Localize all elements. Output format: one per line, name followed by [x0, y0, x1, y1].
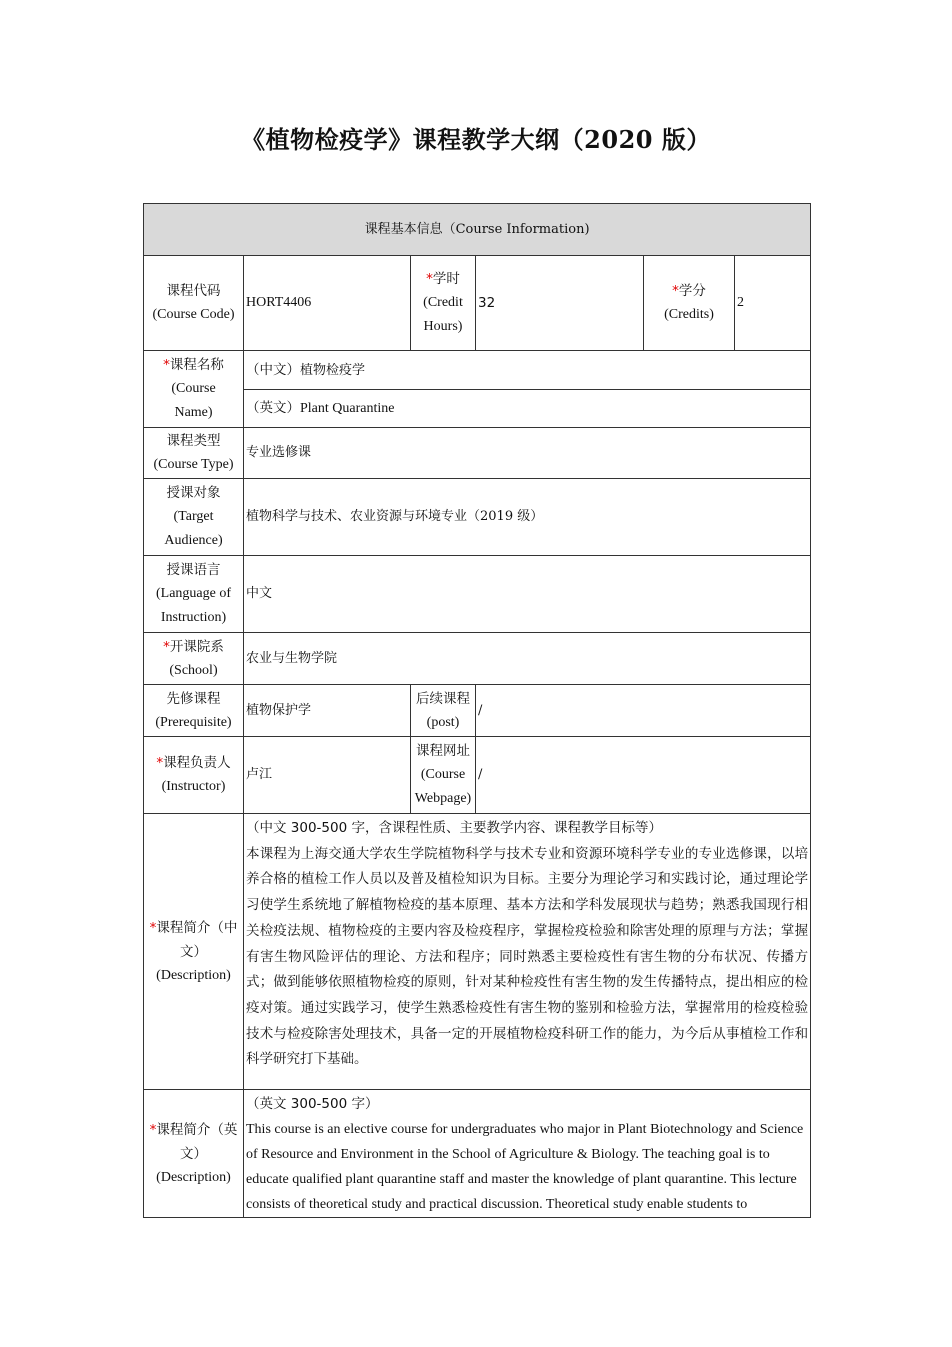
- document-title: 《植物检疫学》课程教学大纲（2020 版）: [241, 125, 711, 154]
- credits-value: 2: [735, 256, 811, 351]
- description-zh-cell: [244, 814, 811, 1090]
- course-type-label: 课程类型 (Course Type): [144, 428, 244, 479]
- school-label: *开课院系 (School): [144, 633, 244, 685]
- post-course-label: 后续课程 (post): [411, 685, 476, 737]
- target-audience-value: 植物科学与技术、农业资源与环境专业（2019 级）: [244, 479, 811, 556]
- course-webpage-value: /: [476, 737, 811, 814]
- course-type-value: 专业选修课: [244, 428, 811, 479]
- course-code-value: HORT4406: [244, 256, 411, 351]
- course-name-zh: （中文）植物检疫学: [244, 351, 811, 390]
- school-value: 农业与生物学院: [244, 633, 811, 685]
- instructor-label: *课程负责人 (Instructor): [144, 737, 244, 814]
- description-zh-label: *课程简介（中 文） (Description): [144, 814, 244, 1090]
- language-value: 中文: [244, 556, 811, 633]
- prerequisite-value: 植物保护学: [244, 685, 411, 737]
- prerequisite-label: 先修课程 (Prerequisite): [144, 685, 244, 737]
- description-en-text: This course is an elective course for undergraduates who major in Plant Biotechnology and Science of Resource and Environment in the School of Agriculture & Biology. The teaching goal is to educate qualified plant quarantine staff and master the knowledge of plant quarantine. This lecture consists of theoretical study and practical discussion. Theoretical study enable students to: [246, 1122, 804, 1212]
- language-label: 授课语言 (Language of Instruction): [144, 556, 244, 633]
- description-en-label: *课程简介（英 文） (Description): [144, 1090, 244, 1218]
- course-info-table: [143, 203, 811, 1218]
- description-zh-note: （中文 300-500 字，含课程性质、主要教学内容、课程教学目标等）: [246, 820, 662, 836]
- credit-hours-label: *学时 (Credit Hours): [411, 256, 476, 351]
- description-en-note: （英文 300-500 字）: [246, 1096, 379, 1112]
- description-zh-text: 本课程为上海交通大学农生学院植物科学与技术专业和资源环境科学专业的专业选修课，以培养合格的植检工作人员以及普及植检知识为目标。主要分为理论学习和实践讨论，通过理论学习使学生系统地了解植物检疫的基本原理、基本方法和学科发展现状与趋势；熟悉我国现行相关检疫法规、植物检疫的主要内容及检疫程序，掌握检疫检验和除害处理的原理与方法；掌握有害生物风险评估的理论、方法和程序；同时熟悉主要检疫性有害生物的分布状况、传播方式；做到能够依照植物检疫的原则，针对某种检疫性有害生物的发生传播特点，提出相应的检疫对策。通过实践学习，使学生熟悉检疫性有害生物的鉴别和检验方法，掌握常用的检疫检验技术与检疫除害处理技术，具备一定的开展植物检疫科研工作的能力，为今后从事植检工作和科学研究打下基础。: [246, 845, 809, 1068]
- description-en-cell: [244, 1090, 811, 1218]
- course-name-en: （英文）Plant Quarantine: [244, 390, 811, 428]
- credit-hours-value: 32: [476, 256, 644, 351]
- target-audience-label: 授课对象 (Target Audience): [144, 479, 244, 556]
- credits-label: *学分 (Credits): [644, 256, 735, 351]
- instructor-value: 卢江: [244, 737, 411, 814]
- course-webpage-label: 课程网址 (Course Webpage): [411, 737, 476, 814]
- table-header: 课程基本信息（Course Information): [144, 204, 811, 256]
- post-course-value: /: [476, 685, 811, 737]
- course-code-label: 课程代码 (Course Code): [144, 256, 244, 351]
- course-name-label: *课程名称 (Course Name): [144, 351, 244, 428]
